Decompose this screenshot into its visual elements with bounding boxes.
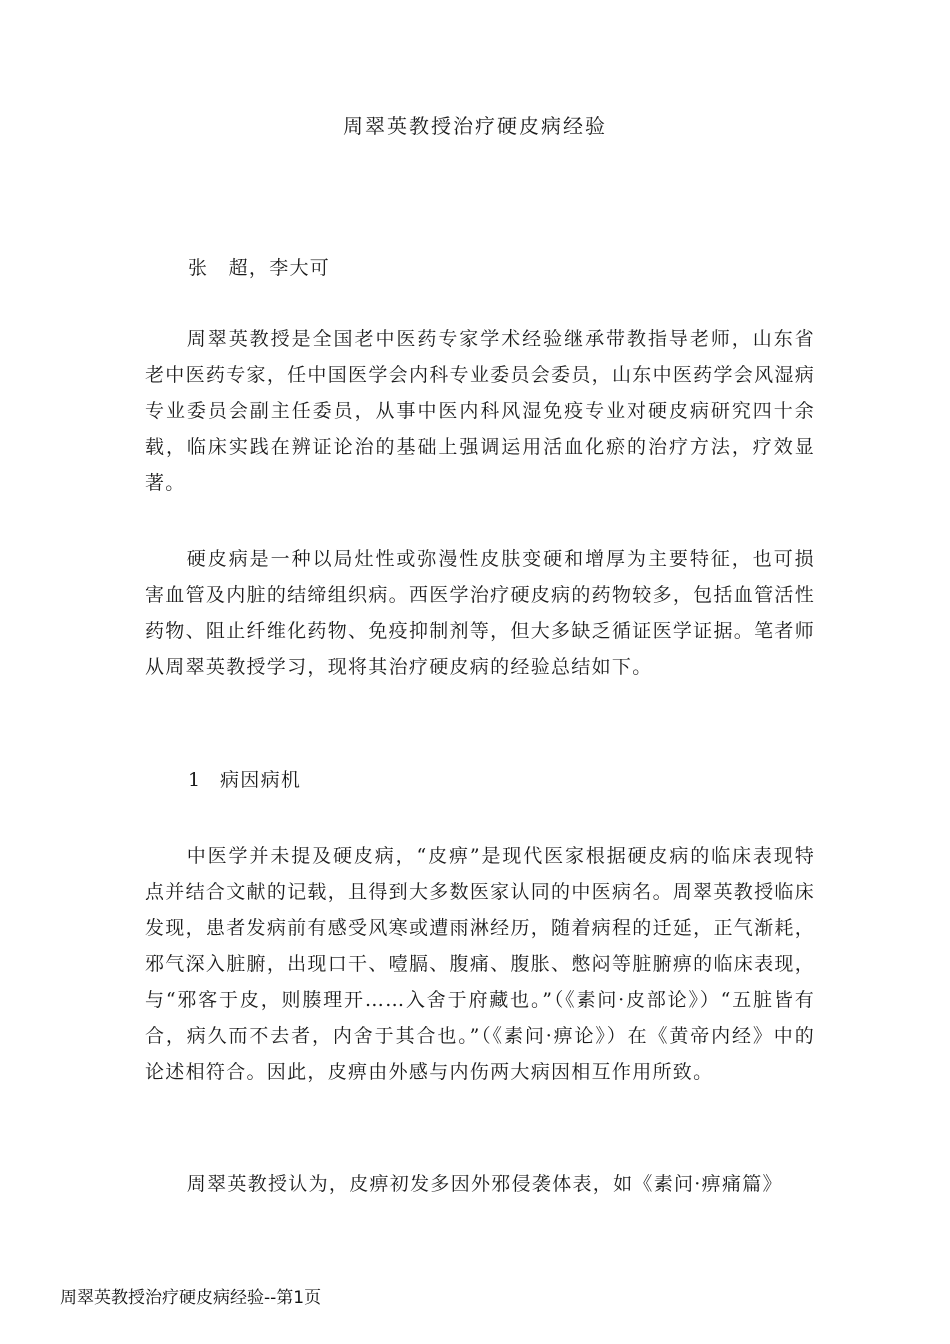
paragraph-text: 周翠英教授是全国老中医药专家学术经验继承带教指导老师，山东省老中医药专家，任中国医学会内科专业委员会委员，山东中医药学会风湿病专业委员会副主任委员，从事中医内科风湿免疫专业对硬皮病研究四十余载，临床实践在辨证论治的基础上强调运用活血化瘀的治疗方法，疗效显著。 — [145, 328, 815, 494]
paragraph-text: 中医学并未提及硬皮病，“皮痹”是现代医家根据硬皮病的临床表现特点并结合文献的记载，且得到大多数医家认同的中医病名。周翠英教授临床发现，患者发病前有感受风寒或遭雨淋经历，随着病程的迁延，正气渐耗，邪气深入脏腑，出现口干、噎膈、腹痛、腹胀、憋闷等脏腑痹的临床表现，与“邪客于皮，则腠理开……入舍于府藏也。”（《素问·皮部论》）“五脏皆有合，病久而不去者，内舍于其合也。”（《素问·痹论》）在《黄帝内经》中的论述相符合。因此，皮痹由外感与内伤两大病因相互作用所致。 — [145, 845, 815, 1083]
author-line: 张 超，李大可 — [188, 257, 331, 279]
paragraph-text: 周翠英教授认为，皮痹初发多因外邪侵袭体表，如《素问·痹痛篇》 — [186, 1173, 783, 1195]
section-heading — [188, 762, 688, 798]
paragraph-text: 硬皮病是一种以局灶性或弥漫性皮肤变硬和增厚为主要特征，也可损害血管及内脏的结缔组织病。西医学治疗硬皮病的药物较多，包括血管活性药物、阻止纤维化药物、免疫抑制剂等，但大多缺乏循证医学证据。笔者师从周翠英教授学习，现将其治疗硬皮病的经验总结如下。 — [145, 548, 815, 678]
document-title: 周翠英教授治疗硬皮病经验 — [343, 114, 607, 138]
section-title: 病因病机 — [220, 769, 302, 791]
section-number: 1 — [188, 769, 202, 791]
intro-paragraph-2 — [145, 541, 815, 685]
section-paragraph-2 — [145, 1166, 845, 1202]
intro-paragraph-1 — [145, 321, 815, 501]
page-footer: 周翠英教授治疗硬皮病经验--第1页 — [60, 1288, 322, 1308]
section-paragraph-1 — [145, 838, 815, 1090]
